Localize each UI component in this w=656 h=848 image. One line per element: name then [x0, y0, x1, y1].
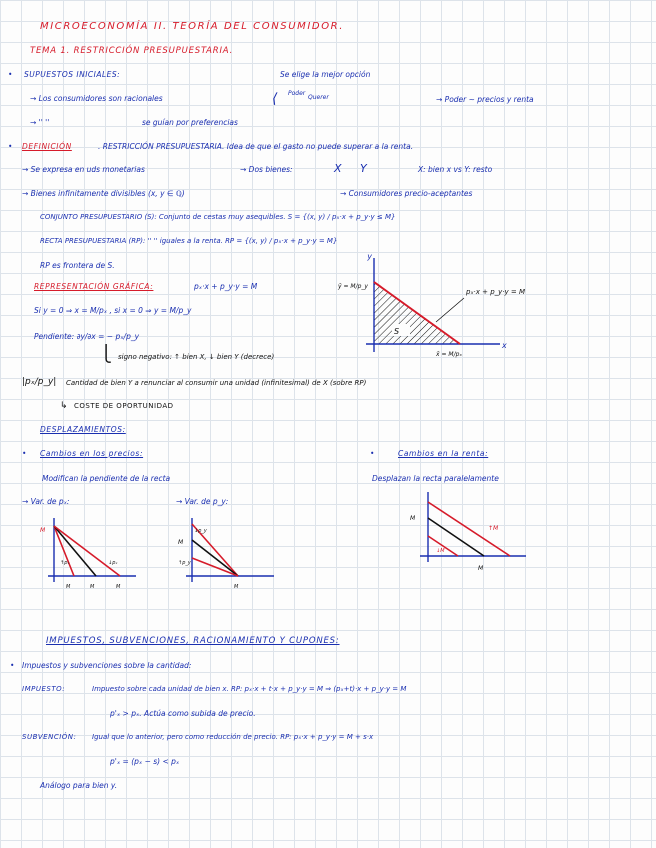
py-up-label: ↑p_y — [178, 560, 191, 566]
brace-under: ⎩ — [100, 344, 112, 363]
income-changes-heading: Cambios en la renta: — [398, 449, 489, 458]
svg-text:M: M — [234, 584, 239, 590]
price-takers-line: → Consumidores precio-aceptantes — [340, 189, 473, 198]
svg-text:M: M — [410, 515, 416, 522]
tax-text-2: p'ₓ > pₓ. Actúa como subida de precio. — [110, 709, 256, 718]
divisible-goods-line: → Bienes infinitamente divisibles (x, y ∈ ℚ) — [22, 189, 185, 198]
budget-equation: pₓ·x + p_y·y = M — [194, 282, 258, 291]
poder-label: Poder — [288, 90, 306, 97]
subsidy-text-2: p'ₓ = (pₓ − s) < pₓ — [110, 757, 180, 766]
price-ratio: |pₓ/p_y| — [22, 377, 57, 387]
price-changes-heading: Cambios en los precios: — [40, 449, 144, 458]
budget-graph — [336, 252, 526, 362]
svg-text:M: M — [66, 584, 71, 590]
px-down-label: ↓pₓ — [108, 560, 118, 566]
svg-text:M: M — [478, 565, 484, 572]
budget-line-original — [192, 540, 238, 576]
equation-pointer — [436, 298, 464, 322]
tax-label: IMPUESTO: — [22, 685, 66, 693]
monetary-units-line: → Se expresa en uds monetarias — [22, 165, 145, 174]
analogous-note: Análogo para bien y. — [40, 781, 118, 790]
best-option-note: Se elige la mejor opción — [280, 70, 371, 79]
subsidy-label: SUBVENCIÓN: — [22, 733, 77, 741]
var-px-label: → Var. de pₓ: — [22, 497, 70, 506]
py-down-label: ↓p_y — [194, 528, 207, 534]
price-changes-desc: Modifican la pendiente de la recta — [42, 474, 171, 483]
budget-set-line: CONJUNTO PRESUPUESTARIO (S): Conjunto de cestas muy asequibles. S = {(x, y) / pₓ·x + p_y·y ≤ M} — [40, 213, 396, 221]
ditto-marks: → '' '' — [30, 118, 50, 127]
bullet: • — [8, 70, 13, 79]
definition-heading: DEFINICIÓN — [22, 142, 72, 151]
svg-text:M: M — [40, 527, 46, 534]
rational-consumers-line: → Los consumidores son racionales — [30, 94, 163, 103]
opportunity-cost-label: COSTE DE OPORTUNIDAD — [74, 402, 174, 410]
shifts-heading: DESPLAZAMIENTOS: — [40, 425, 126, 434]
assumptions-heading: SUPUESTOS INICIALES: — [24, 70, 121, 79]
goods-description: X: bien x vs Y: resto — [418, 165, 493, 174]
page-title: MICROECONOMÍA II. TEORÍA DEL CONSUMIDOR. — [40, 21, 345, 32]
bullet: • — [8, 142, 13, 151]
frontier-line: RP es frontera de S. — [40, 261, 115, 270]
preferences-line: se guían por preferencias — [142, 118, 238, 127]
graph-equation: pₓ·x + p_y·y = M — [466, 288, 526, 296]
querer-label: Querer — [308, 94, 329, 101]
brace-symbol: ⟨ — [272, 91, 278, 107]
bullet: • — [22, 449, 27, 458]
subsidy-text: Igual que lo anterior, pero como reducción de precio. RP: pₓ·x + p_y·y = M + s·x — [92, 733, 374, 741]
svg-text:M: M — [178, 539, 184, 546]
px-variation-graph — [40, 512, 150, 602]
topic-title: TEMA 1. RESTRICCIÓN PRESUPUESTARIA. — [30, 46, 234, 56]
px-up-label: ↑pₓ — [60, 560, 70, 566]
graph-y-intercept: ȳ = M/p_y — [338, 283, 368, 290]
svg-text:M: M — [116, 584, 121, 590]
graphic-heading: REPRESENTACIÓN GRÁFICA: — [34, 282, 154, 291]
svg-text:M: M — [90, 584, 95, 590]
good-x-symbol: X — [334, 162, 342, 175]
taxes-title: IMPUESTOS, SUBVENCIONES, RACIONAMIENTO Y CUPONES: — [46, 636, 340, 646]
tax-text: Impuesto sobre cada unidad de bien x. RP: pₓ·x + t·x + p_y·y = M ⇒ (pₓ+t)·x + p_y·y = M — [92, 685, 407, 693]
m-down-label: ↓M — [436, 548, 445, 554]
graph-x-intercept: x̄ = M/pₓ — [436, 351, 463, 358]
definition-text: . RESTRICCIÓN PRESUPUESTARIA. Idea de que el gasto no puede superar a la renta. — [98, 142, 414, 151]
slope-line: Pendiente: ∂y/∂x = − pₓ/p_y — [34, 332, 140, 341]
income-bullet: • — [370, 449, 375, 458]
income-shift-graph — [406, 486, 536, 586]
graph-s-label: S — [394, 327, 400, 336]
corner-arrow: ↳ — [60, 401, 68, 411]
two-goods-line: → Dos bienes: — [240, 165, 293, 174]
negative-sign-note: signo negativo: ↑ bien X, ↓ bien Y (decrece) — [118, 353, 275, 361]
var-py-label: → Var. de p_y: — [176, 497, 229, 506]
m-up-label: ↑M — [488, 525, 499, 532]
income-changes-desc: Desplazan la recta paralelamente — [372, 474, 499, 483]
bullet: • — [10, 661, 15, 670]
taxes-sub-heading: Impuestos y subvenciones sobre la cantidad: — [22, 661, 192, 670]
budget-line-definition: RECTA PRESUPUESTARIA (RP): '' '' iguales a la renta. RP = {(x, y) / pₓ·x + p_y·y = M} — [40, 237, 338, 245]
poder-arrow-line: → Poder ~ precios y renta — [436, 95, 534, 104]
opportunity-cost-definition: Cantidad de bien Y a renunciar al consumir una unidad (infinitesimal) de X (sobre RP) — [66, 379, 367, 387]
intercepts-line: Si y = 0 ⇒ x = M/pₓ , si x = 0 ⇒ y = M/p_y — [34, 306, 192, 315]
good-y-symbol: Y — [360, 162, 367, 175]
graph-x-label: x — [502, 341, 507, 350]
budget-line-original — [54, 526, 96, 576]
graph-y-label: y — [367, 252, 372, 261]
py-variation-graph — [178, 512, 288, 602]
